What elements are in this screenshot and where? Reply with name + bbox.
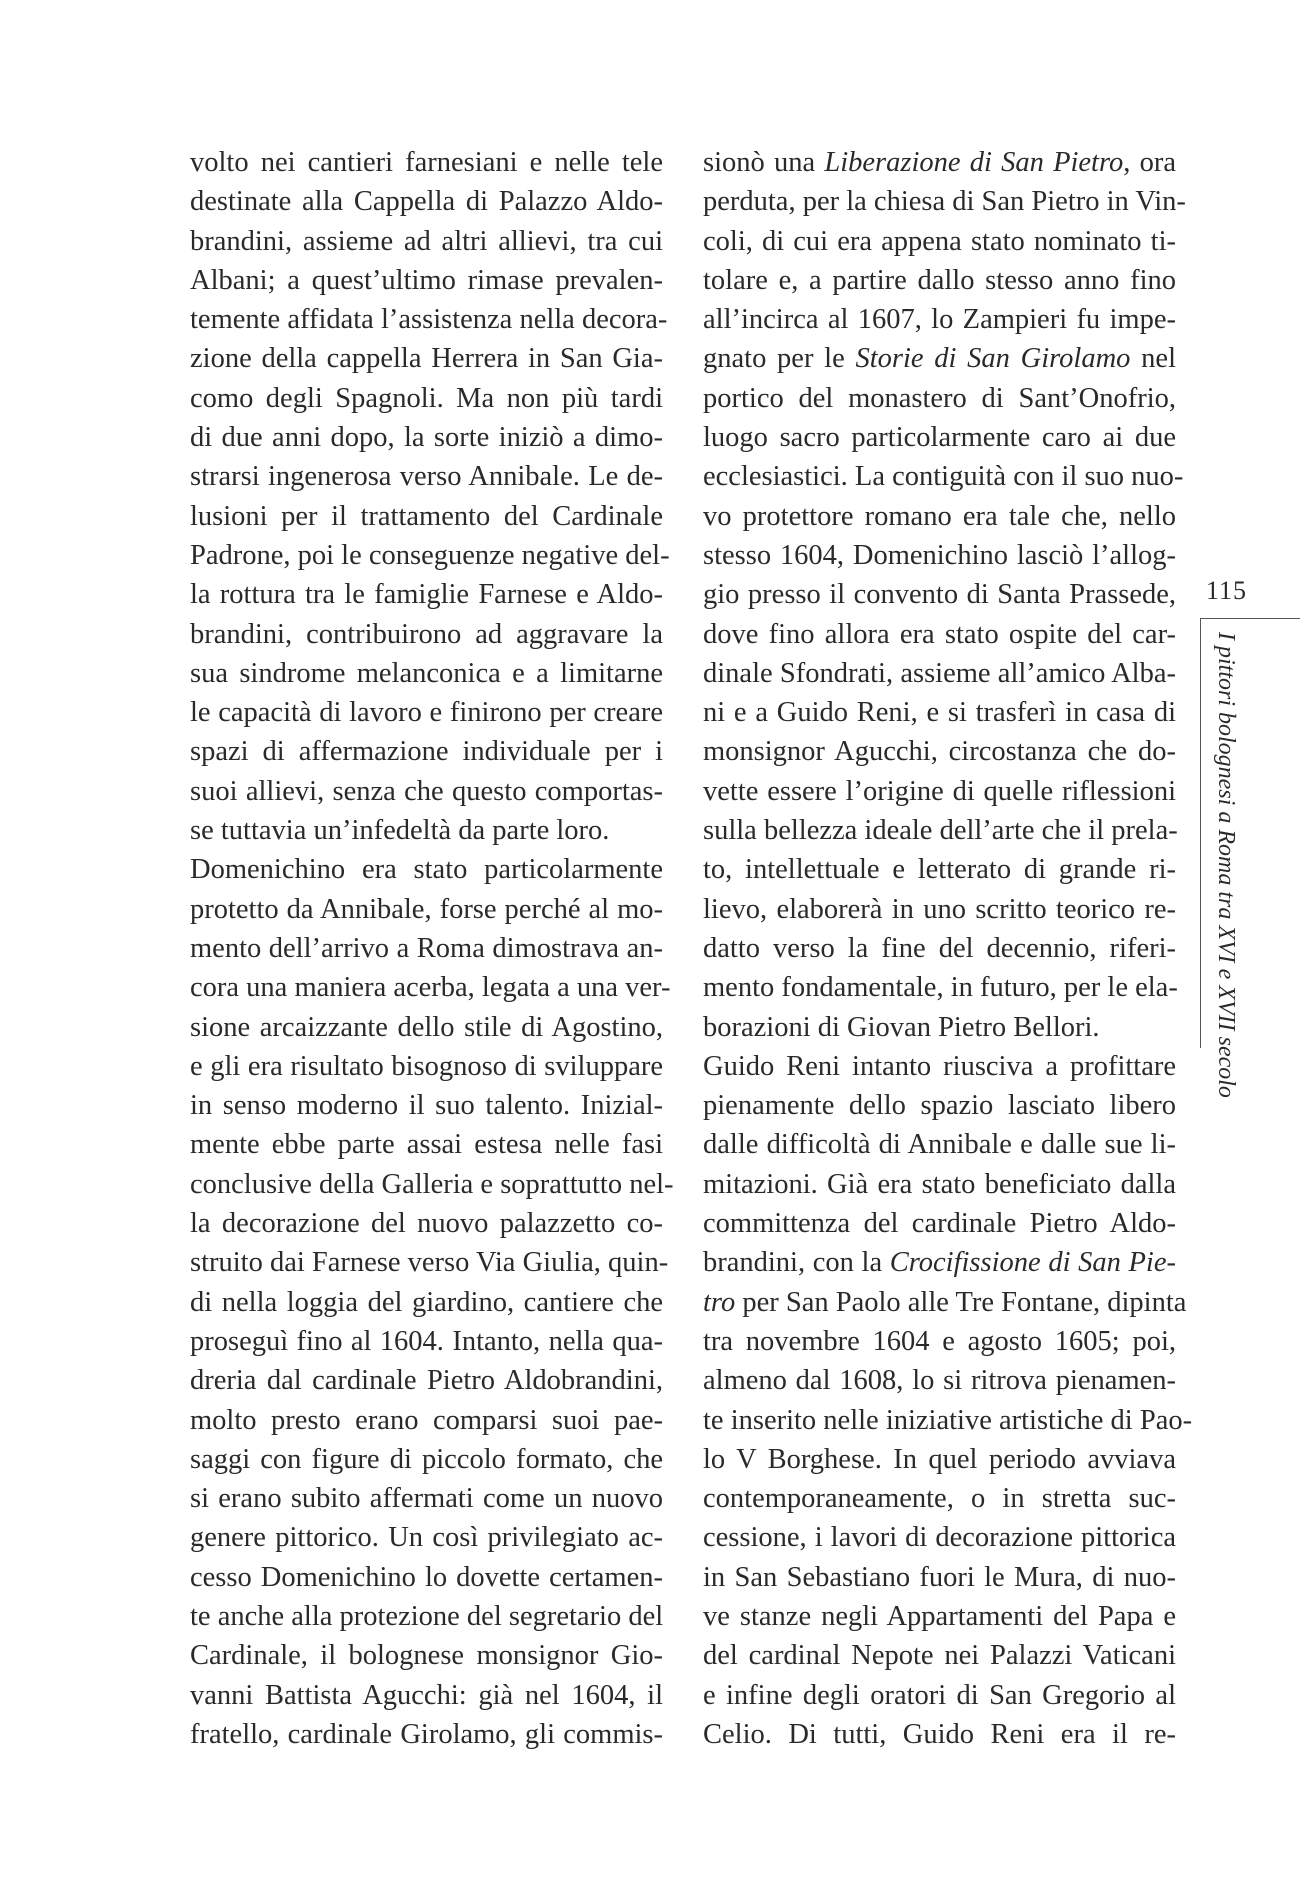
- text-line: Cardinale, il bolognese monsignor Gio-: [190, 1640, 663, 1672]
- text-line: coli, di cui era appena stato nominato ti-: [703, 225, 1176, 257]
- text-line: stesso 1604, Domenichino lasciò l’allog-: [703, 539, 1176, 571]
- text-line: Padrone, poi le conseguenze negative del-: [190, 539, 670, 571]
- text-line: fratello, cardinale Girolamo, gli commis-: [190, 1718, 663, 1750]
- text-line: in senso moderno il suo talento. Inizial-: [190, 1090, 663, 1122]
- text-line: lo V Borghese. In quel periodo avviava: [703, 1443, 1176, 1475]
- text-line: conclusive della Galleria e soprattutto nel-: [190, 1168, 674, 1200]
- text-line: Domenichino era stato particolarmente: [190, 854, 663, 886]
- left-text-column: [190, 143, 674, 1754]
- text-line: luogo sacro particolarmente caro ai due: [703, 422, 1176, 454]
- text-line: temente affidata l’assistenza nella decora-: [190, 304, 668, 336]
- text-line: te inserito nelle iniziative artistiche di Pao-: [703, 1404, 1193, 1436]
- text-line: Celio. Di tutti, Guido Reni era il re-: [703, 1718, 1176, 1750]
- text-line: zione della cappella Herrera in San Gia-: [190, 343, 663, 375]
- text-line: se tuttavia un’infedeltà da parte loro.: [190, 815, 610, 847]
- text-line: [703, 143, 1176, 182]
- text-line: sulla bellezza ideale dell’arte che il prela-: [703, 815, 1178, 847]
- text-line: tra novembre 1604 e agosto 1605; poi,: [703, 1325, 1176, 1357]
- text-line: protetto da Annibale, forse perché al mo-: [190, 893, 663, 925]
- text-line: sua sindrome melanconica e a limitarne: [190, 657, 663, 689]
- text-line: la decorazione del nuovo palazzetto co-: [190, 1208, 663, 1240]
- text-line: portico del monastero di Sant’Onofrio,: [703, 382, 1176, 414]
- text-line: cesso Domenichino lo dovette certamen-: [190, 1561, 663, 1593]
- text-line: te anche alla protezione del segretario del: [190, 1600, 664, 1632]
- text-segment: brandini, con la: [703, 1247, 890, 1279]
- text-line: molto presto erano comparsi suoi pae-: [190, 1404, 663, 1436]
- text-line: in San Sebastiano fuori le Mura, di nuo-: [703, 1561, 1176, 1593]
- text-line: Albani; a quest’ultimo rimase prevalen-: [190, 264, 663, 296]
- text-line: struito dai Farnese verso Via Giulia, quin-: [190, 1247, 669, 1279]
- text-line: volto nei cantieri farnesiani e nelle tele: [190, 147, 663, 178]
- text-line: ve stanze negli Appartamenti del Papa e: [703, 1600, 1176, 1632]
- text-line: tolare e, a partire dallo stesso anno fino: [703, 264, 1176, 296]
- text-line: almeno dal 1608, lo si ritrova pienamen-: [703, 1365, 1176, 1397]
- text-line: e gli era risultato bisognoso di sviluppare: [190, 1050, 663, 1082]
- text-line: dove fino allora era stato ospite del car-: [703, 618, 1176, 650]
- text-line: vette essere l’origine di quelle riflessioni: [703, 775, 1176, 807]
- italic-title: Liberazione di San Pietro: [824, 147, 1124, 178]
- text-line: monsignor Agucchi, circostanza che do-: [703, 736, 1176, 768]
- text-line: suoi allievi, senza che questo comportas-: [190, 775, 663, 807]
- text-line: gio presso il convento di Santa Prassede,: [703, 579, 1176, 611]
- text-line: [703, 1243, 1176, 1282]
- text-segment: sionò una: [703, 147, 825, 178]
- text-segment: , ora: [1123, 147, 1176, 178]
- text-line: pienamente dello spazio lasciato libero: [703, 1090, 1176, 1122]
- text-line: saggi con figure di piccolo formato, che: [190, 1443, 663, 1475]
- italic-title: Crocifissione di San Pie-: [889, 1247, 1176, 1279]
- text-line: [703, 339, 1176, 378]
- italic-title: tro: [703, 1286, 736, 1318]
- text-line: brandini, assieme ad altri allievi, tra cui: [190, 225, 663, 257]
- text-line: committenza del cardinale Pietro Aldo-: [703, 1208, 1176, 1240]
- text-line: le capacità di lavoro e finirono per creare: [190, 697, 663, 729]
- text-line: del cardinal Nepote nei Palazzi Vaticani: [703, 1640, 1176, 1672]
- text-line: dreria dal cardinale Pietro Aldobrandini,: [190, 1365, 663, 1397]
- text-line: di nella loggia del giardino, cantiere che: [190, 1286, 663, 1318]
- text-line: di due anni dopo, la sorte iniziò a dimo-: [190, 422, 663, 454]
- text-line: mento dell’arrivo a Roma dimostrava an-: [190, 932, 663, 964]
- text-line: perduta, per la chiesa di San Pietro in Vin-: [703, 186, 1186, 218]
- running-head: I pittori bolognesi a Roma tra XVI e XVII secolo: [1213, 632, 1239, 1098]
- text-line: lusioni per il trattamento del Cardinale: [190, 500, 663, 532]
- text-line: mento fondamentale, in futuro, per le ela-: [703, 972, 1178, 1004]
- right-text-column: [703, 143, 1193, 1754]
- text-line: cora una maniera acerba, legata a una ver-: [190, 972, 671, 1004]
- text-line: brandini, contribuirono ad aggravare la: [190, 618, 663, 650]
- text-line: cessione, i lavori di decorazione pittorica: [703, 1522, 1176, 1554]
- text-line: contemporaneamente, o in stretta suc-: [703, 1483, 1176, 1515]
- text-line: Guido Reni intanto riusciva a profittare: [703, 1050, 1176, 1082]
- text-line: strarsi ingenerosa verso Annibale. Le de-: [190, 461, 663, 493]
- text-line: lievo, elaborerà in uno scritto teorico re-: [703, 893, 1176, 925]
- text-line: proseguì fino al 1604. Intanto, nella qua-: [190, 1325, 663, 1357]
- text-line: borazioni di Giovan Pietro Bellori.: [703, 1011, 1100, 1043]
- text-line: mente ebbe parte assai estesa nelle fasi: [190, 1129, 663, 1161]
- text-line: dalle difficoltà di Annibale e dalle sue li-: [703, 1129, 1176, 1161]
- text-line: si erano subito affermati come un nuovo: [190, 1483, 663, 1515]
- text-line: dinale Sfondrati, assieme all’amico Alba-: [703, 657, 1176, 689]
- text-line: mitazioni. Già era stato beneficiato dalla: [703, 1168, 1176, 1200]
- text-line: como degli Spagnoli. Ma non più tardi: [190, 382, 663, 414]
- text-line: ecclesiastici. La contiguità con il suo nuo-: [703, 461, 1184, 493]
- folio-rule: [1200, 618, 1300, 619]
- text-segment: gnato per le: [703, 343, 856, 375]
- text-segment: nel: [1130, 343, 1176, 375]
- text-line: datto verso la fine del decennio, riferi-: [703, 932, 1176, 964]
- text-line: vo protettore romano era tale che, nello: [703, 500, 1176, 532]
- text-line: sione arcaizzante dello stile di Agostino,: [190, 1011, 663, 1043]
- text-segment: per San Paolo alle Tre Fontane, dipinta: [735, 1286, 1187, 1318]
- text-line: genere pittorico. Un così privilegiato ac-: [190, 1522, 663, 1554]
- text-line: all’incirca al 1607, lo Zampieri fu impe-: [703, 304, 1176, 336]
- text-line: [703, 1283, 1187, 1322]
- text-line: la rottura tra le famiglie Farnese e Aldo-: [190, 579, 663, 611]
- running-head-rule: [1200, 618, 1201, 1048]
- text-line: spazi di affermazione individuale per i: [190, 736, 663, 768]
- text-line: e infine degli oratori di San Gregorio al: [703, 1679, 1176, 1711]
- text-line: to, intellettuale e letterato di grande ri-: [703, 854, 1176, 886]
- text-line: ni e a Guido Reni, e si trasferì in casa di: [703, 697, 1176, 729]
- italic-title: Storie di San Girolamo: [855, 343, 1131, 375]
- page-number: 115: [1206, 576, 1248, 605]
- text-line: vanni Battista Agucchi: già nel 1604, il: [190, 1679, 663, 1711]
- text-line: destinate alla Cappella di Palazzo Aldo-: [190, 186, 663, 218]
